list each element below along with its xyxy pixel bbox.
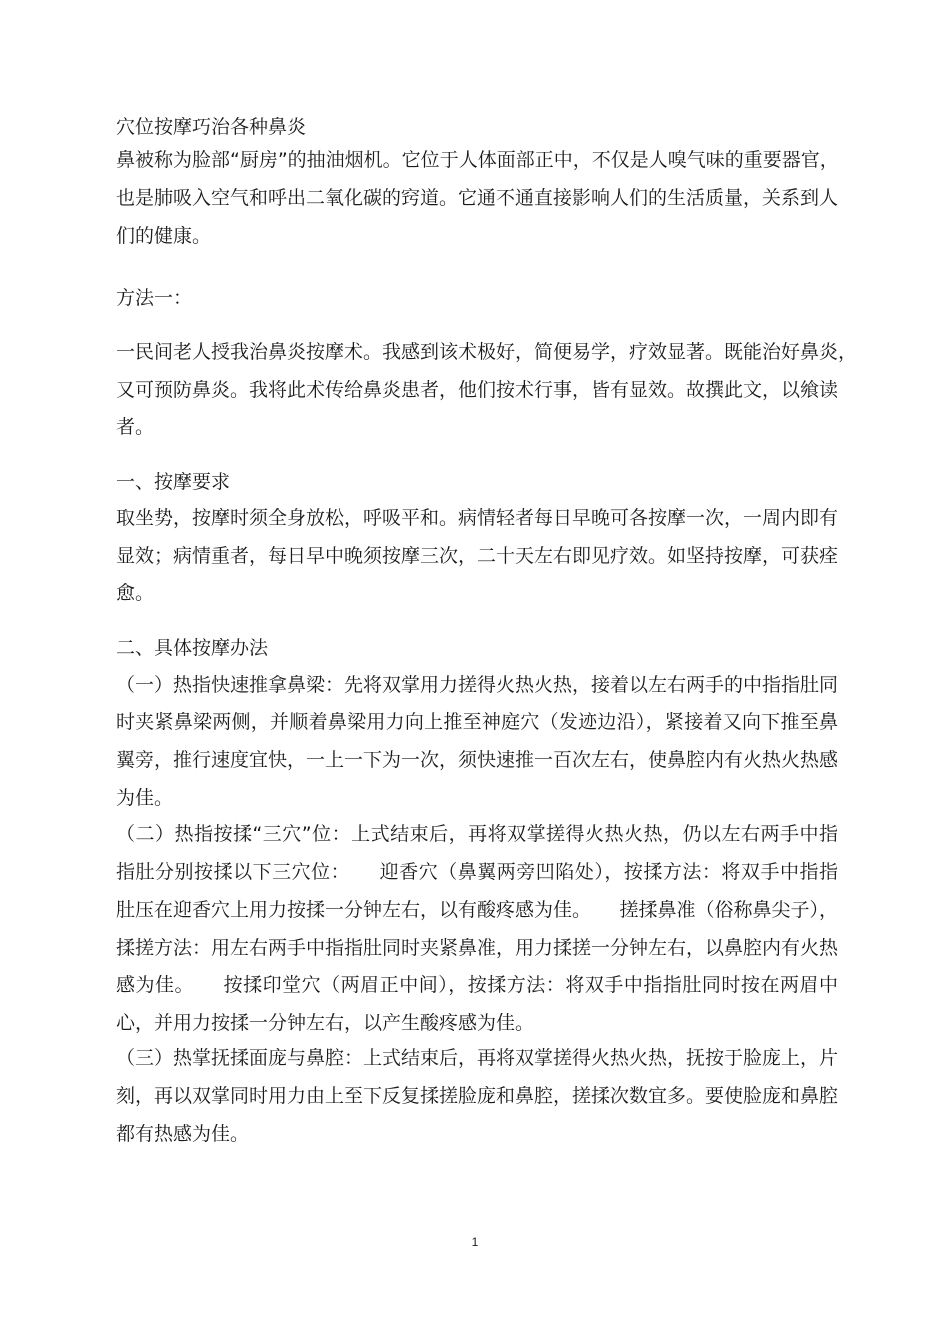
step1-line: 为佳。 — [116, 787, 174, 809]
method-intro-line: 又可预防鼻炎。我将此术传给鼻炎患者，他们按术行事，皆有显效。故撰此文，以飨读 — [116, 379, 839, 401]
method-heading: 方法一： — [116, 287, 193, 309]
step1-line: 翼旁，推行速度宜快，一上一下为一次，须快速推一百次左右，使鼻腔内有火热火热感 — [116, 749, 839, 771]
intro-line: 鼻被称为脸部“厨房”的抽油烟机。它位于人体面部正中，不仅是人嗅气味的重要器官， — [116, 149, 839, 171]
step2-line: 揉搓方法：用左右两手中指指肚同时夹紧鼻准，用力揉搓一分钟左右，以鼻腔内有火热 — [116, 937, 839, 959]
section1-heading: 一、按摩要求 — [116, 471, 231, 493]
step2-line: 感为佳。 按揉印堂穴（两眉正中间），按揉方法：将双手中指指肚同时按在两眉中 — [116, 974, 838, 996]
page-number: 1 — [471, 1235, 479, 1249]
section1-line: 愈。 — [116, 582, 155, 604]
intro-line: 们的健康。 — [116, 225, 212, 247]
step2-line: 肚压在迎香穴上用力按揉一分钟左右，以有酸疼感为佳。 搓揉鼻准（俗称鼻尖子）， — [116, 899, 839, 921]
section1-line: 显效；病情重者，每日早中晚须按摩三次，二十天左右即见疗效。如坚持按摩，可获痊 — [116, 545, 839, 567]
document-title: 穴位按摩巧治各种鼻炎 — [116, 116, 307, 138]
step3-line: 都有热感为佳。 — [116, 1123, 250, 1145]
step3-line: 刻，再以双掌同时用力由上至下反复揉搓脸庞和鼻腔，搓揉次数宜多。要使脸庞和鼻腔 — [116, 1085, 839, 1107]
step3-line: （三）热掌抚揉面庞与鼻腔：上式结束后，再将双掌搓得火热火热，抚按于脸庞上，片 — [116, 1047, 839, 1069]
method-intro-line: 者。 — [116, 416, 155, 438]
step2-line: 心，并用力按揉一分钟左右，以产生酸疼感为佳。 — [116, 1012, 535, 1034]
step2-line: （二）热指按揉“三穴”位：上式结束后，再将双掌搓得火热火热，仍以左右两手中指 — [116, 823, 838, 845]
section1-line: 取坐势，按摩时须全身放松，呼吸平和。病情轻者每日早晚可各按摩一次，一周内即有 — [116, 507, 839, 529]
intro-line: 也是肺吸入空气和呼出二氧化碳的窍道。它通不通直接影响人们的生活质量，关系到人 — [116, 187, 839, 209]
section2-heading: 二、具体按摩办法 — [116, 637, 269, 659]
method-intro-line: 一民间老人授我治鼻炎按摩术。我感到该术极好，简便易学，疗效显著。既能治好鼻炎， — [116, 341, 858, 363]
step1-line: 时夹紧鼻梁两侧，并顺着鼻梁用力向上推至神庭穴（发迹边沿），紧接着又向下推至鼻 — [116, 711, 838, 733]
step2-line: 指肚分别按揉以下三穴位： 迎香穴（鼻翼两旁凹陷处），按揉方法：将双手中指指 — [116, 861, 838, 883]
step1-line: （一）热指快速推拿鼻梁：先将双掌用力搓得火热火热，接着以左右两手的中指指肚同 — [116, 674, 839, 696]
